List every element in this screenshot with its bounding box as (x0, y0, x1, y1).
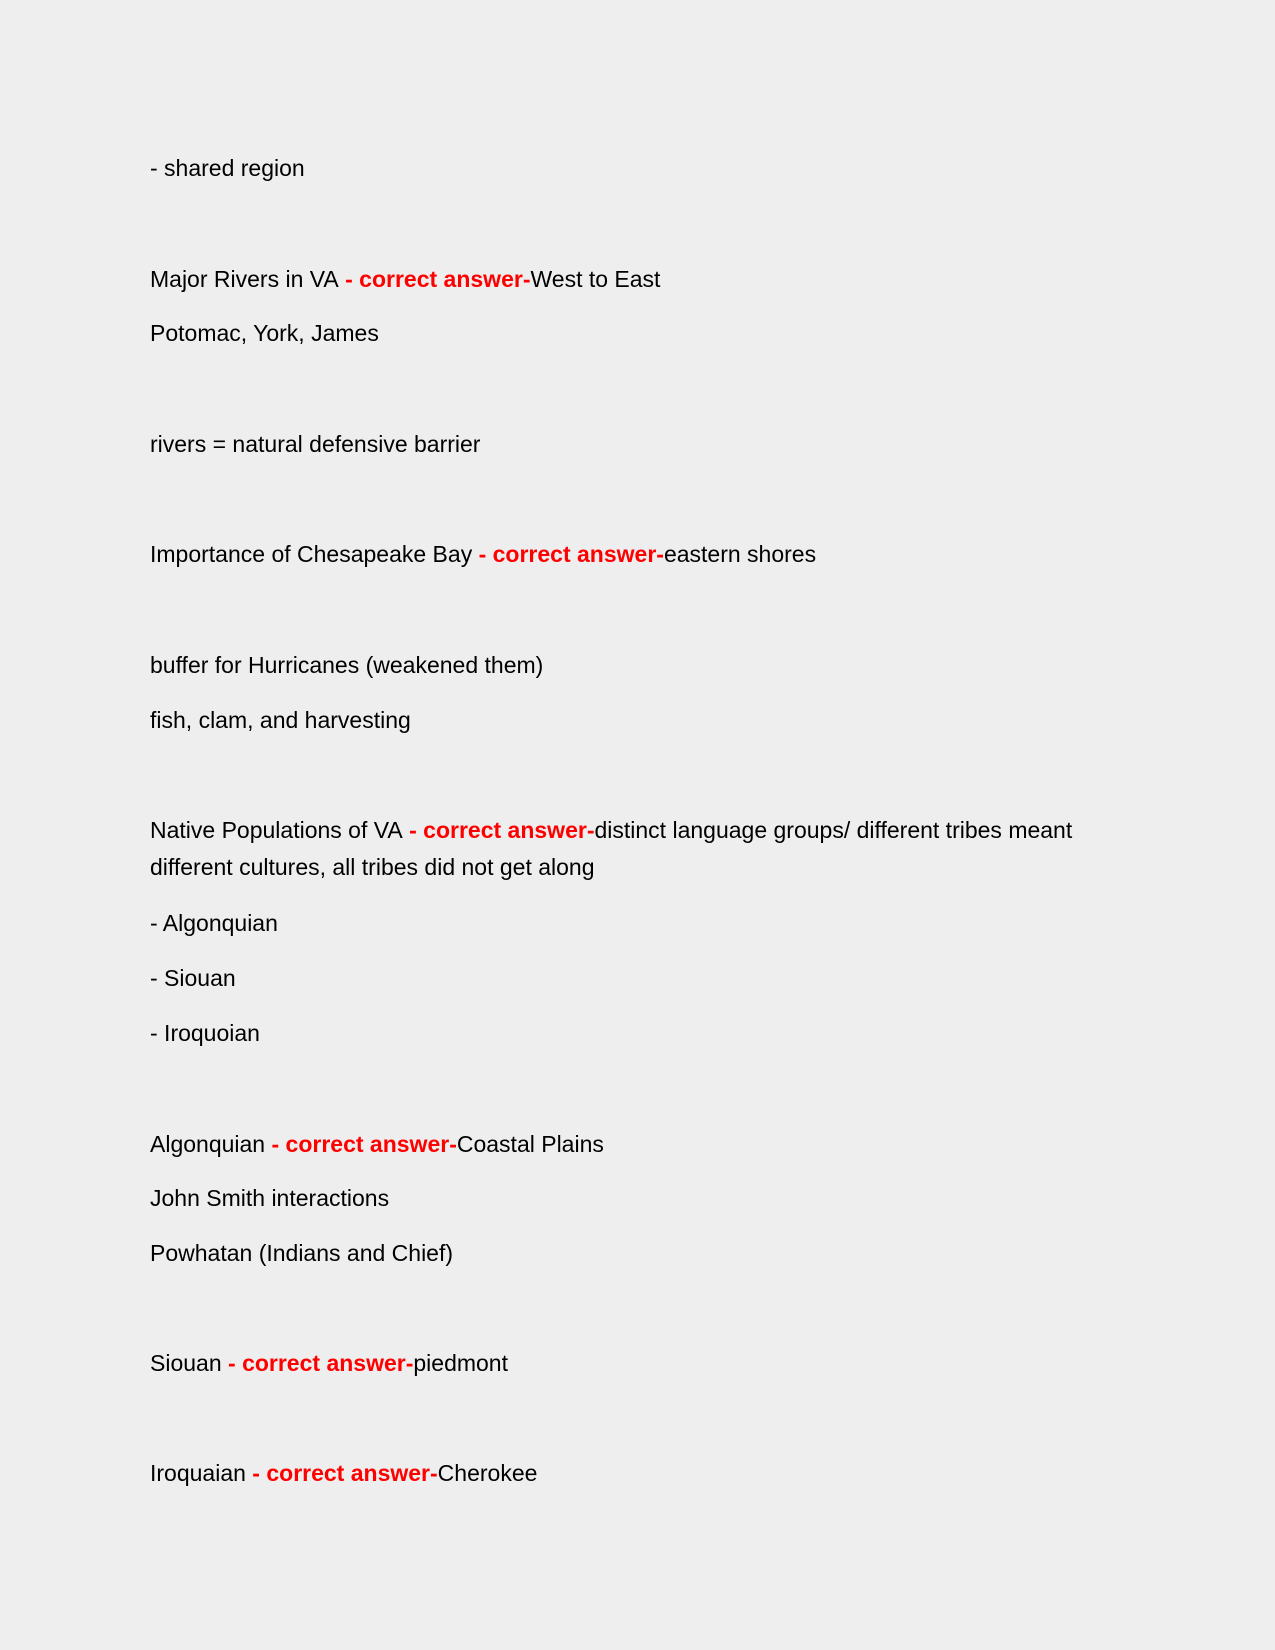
answer: piedmont (413, 1350, 508, 1376)
flashcard-chesapeake-bay (150, 536, 1090, 573)
note-line: buffer for Hurricanes (weakened them) (150, 652, 544, 678)
flashcard-native-populations (150, 812, 1090, 886)
answer-label: - correct answer- (338, 266, 531, 292)
answer: Coastal Plains (456, 1131, 604, 1157)
answer-label: - correct answer- (221, 1350, 414, 1376)
flashcard-algonquian (150, 1126, 1090, 1163)
note-line: - Siouan (150, 965, 236, 991)
note-line: fish, clam, and harvesting (150, 707, 411, 733)
note-line: rivers = natural defensive barrier (150, 431, 481, 457)
note-line: - Algonquian (150, 910, 278, 936)
term: Importance of Chesapeake Bay (150, 541, 473, 567)
flashcard-major-rivers (150, 261, 1090, 298)
note-line: - Iroquoian (150, 1020, 260, 1046)
answer: West to East (530, 266, 661, 292)
note-line: Potomac, York, James (150, 320, 379, 346)
answer-label: - correct answer- (245, 1460, 438, 1486)
note-line: - shared region (150, 155, 305, 181)
term: Iroquaian (150, 1460, 246, 1486)
flashcard-iroquaian (150, 1455, 1090, 1492)
term: Siouan (150, 1350, 222, 1376)
term: Native Populations of VA (150, 817, 403, 843)
term: Major Rivers in VA (150, 266, 339, 292)
note-line: Powhatan (Indians and Chief) (150, 1240, 454, 1266)
note-line: John Smith interactions (150, 1185, 390, 1211)
term: Algonquian (150, 1131, 266, 1157)
answer-label: - correct answer- (472, 541, 664, 567)
flashcard-siouan (150, 1345, 1090, 1382)
answer-label: - correct answer- (265, 1131, 457, 1157)
answer-label: - correct answer- (402, 817, 595, 843)
answer: Cherokee (437, 1460, 538, 1486)
answer: distinct language groups/ different tribes meant different cultures, all tribes did not get along (150, 817, 1073, 880)
answer: eastern shores (663, 541, 817, 567)
